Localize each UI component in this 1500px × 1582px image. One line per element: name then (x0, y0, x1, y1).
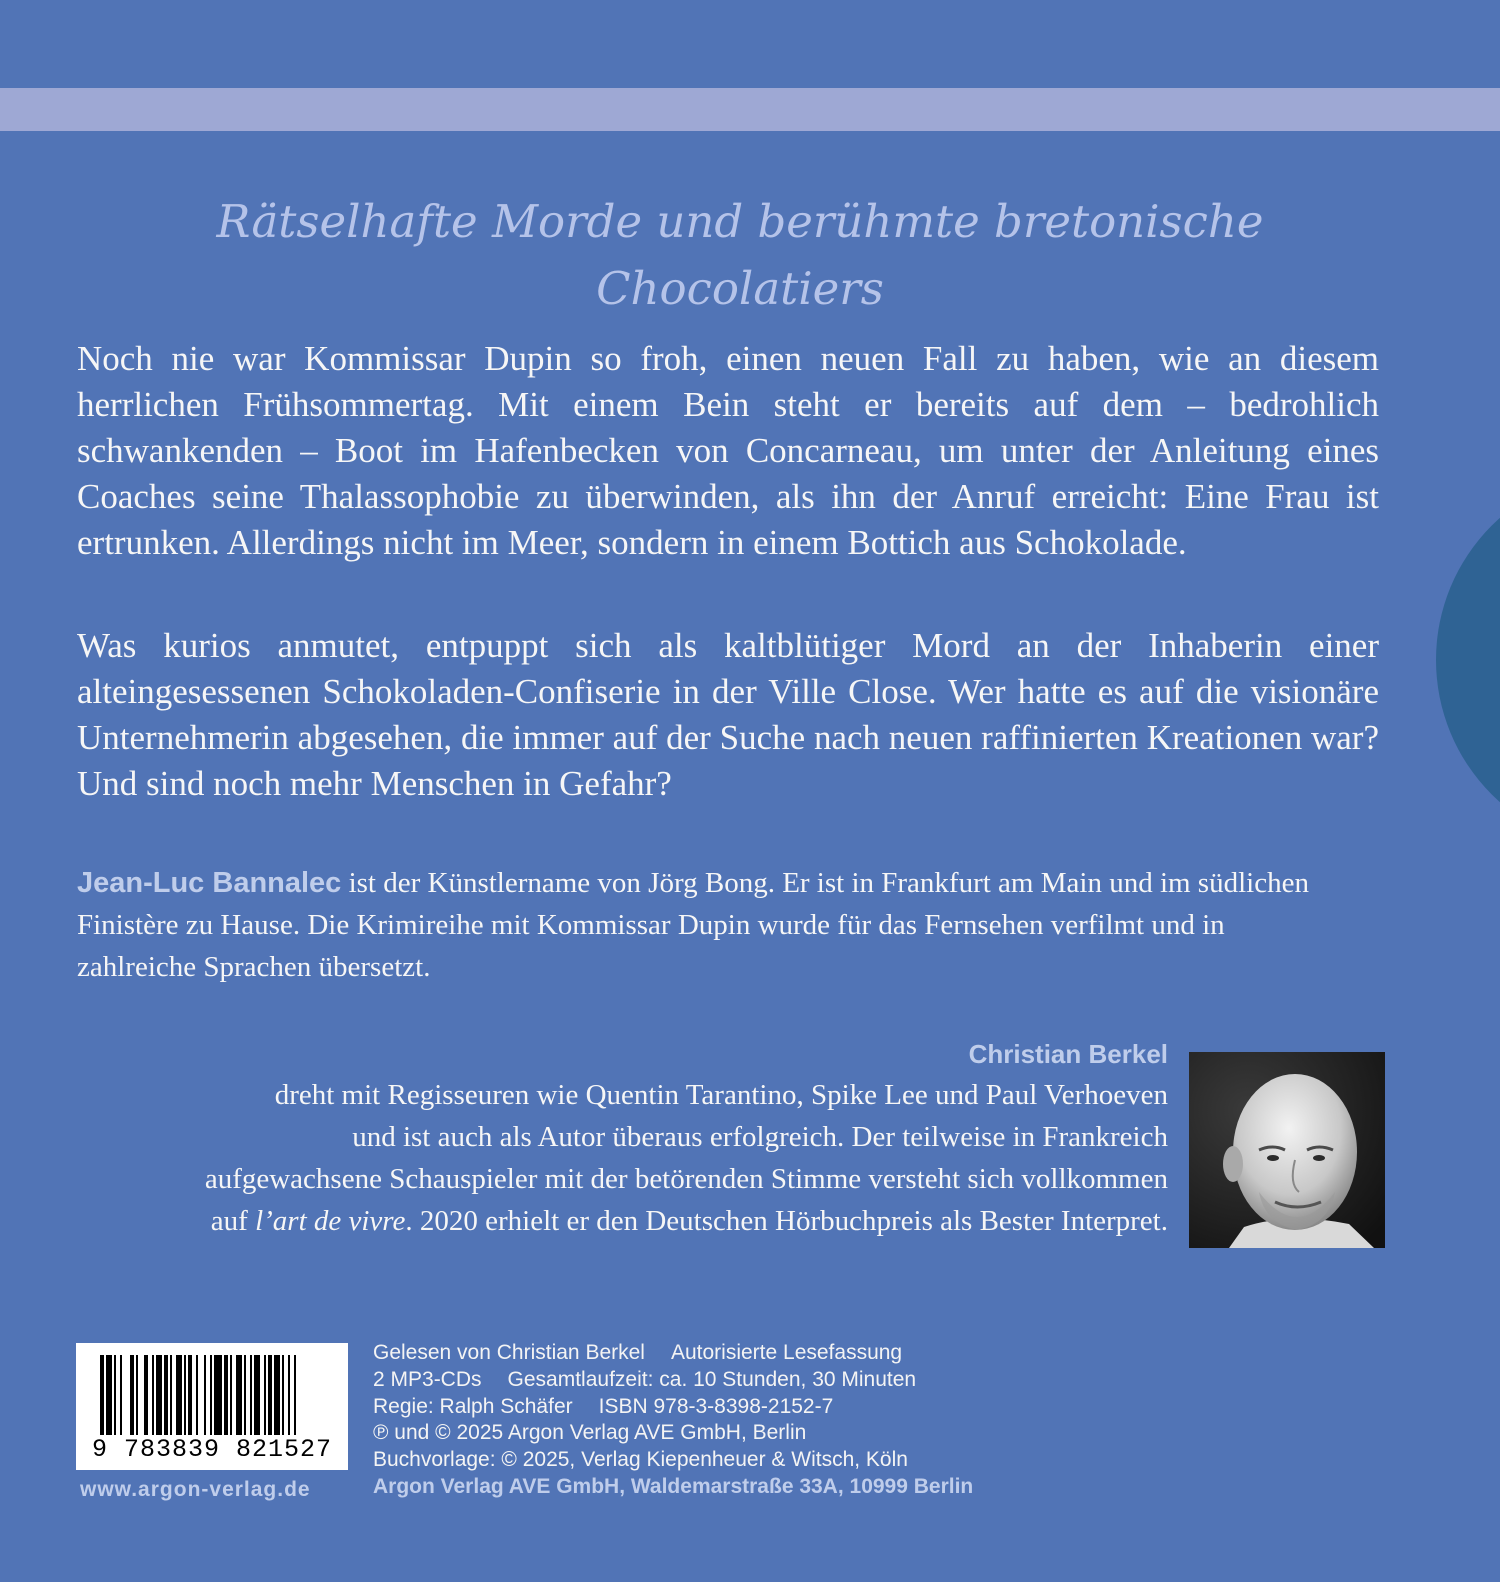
top-decorative-band (0, 88, 1500, 131)
tagline-line-1: Rätselhafte Morde und berühmte bretonische (216, 195, 1264, 248)
barcode-bar (254, 1355, 260, 1435)
narrator-line-4-prefix: auf (210, 1205, 256, 1237)
barcode-bar (184, 1355, 186, 1435)
barcode-bar (230, 1355, 232, 1435)
barcode-bar (282, 1355, 284, 1435)
barcode-bar (264, 1355, 266, 1435)
narrator-name: Christian Berkel (968, 1039, 1168, 1069)
barcode-digits: 9 783839 821527 (91, 1435, 333, 1464)
narrator-bio-line-2: und ist auch als Autor überaus erfolgreich. Der teilweise in Frankreich (352, 1121, 1168, 1153)
barcode-bar (152, 1355, 154, 1435)
description-paragraph-2: Was kurios anmutet, entpuppt sich als kaltblütiger Mord an der Inhaberin einer alteingesessenen Schokoladen-Confiserie in der Ville Close. Wer hatte es auf die visionäre Unternehmerin abgesehen, die immer auf der Suche nach neuen raffinierten Kreationen war? Und sind noch mehr Menschen in Gefahr? (77, 626, 1379, 803)
barcode-bar (244, 1355, 246, 1435)
barcode-bar (196, 1355, 198, 1435)
barcode-bar (250, 1355, 252, 1435)
barcode-bar (294, 1355, 296, 1435)
info-line-4: ℗ und © 2025 Argon Verlag AVE GmbH, Berlin (373, 1421, 807, 1445)
barcode-bar (214, 1355, 222, 1435)
production-info (373, 1340, 973, 1501)
publisher-website-link[interactable]: www.argon-verlag.de (80, 1478, 311, 1501)
narrator-bio (60, 1034, 1168, 1242)
duration-text: Gesamtlaufzeit: ca. 10 Stunden, 30 Minuten (507, 1367, 917, 1391)
barcode-bar (164, 1355, 168, 1435)
narrator-bio-line-3: aufgewachsene Schauspieler mit der betörenden Stimme versteht sich vollkommen (204, 1163, 1168, 1195)
info-line-3 (373, 1394, 973, 1421)
barcode-bar (114, 1355, 116, 1435)
narrator-portrait-photo (1189, 1052, 1385, 1248)
tagline-line-2: Chocolatiers (596, 262, 884, 315)
isbn-barcode (76, 1343, 348, 1470)
author-bio (77, 862, 1337, 988)
barcode-bar (188, 1355, 192, 1435)
tagline-heading (120, 188, 1360, 322)
read-by-text: Gelesen von Christian Berkel (373, 1341, 645, 1364)
art-de-vivre-italic: l’art de vivre (255, 1205, 406, 1237)
edition-text: Autorisierte Lesefassung (670, 1341, 903, 1364)
barcode-bar (224, 1355, 228, 1435)
narrator-bio-line-1: dreht mit Regisseuren wie Quentin Tarantino, Spike Lee und Paul Verhoeven (274, 1079, 1168, 1111)
barcode-bar (236, 1355, 242, 1435)
barcode-bar (106, 1355, 112, 1435)
portrait-illustration (1189, 1052, 1385, 1248)
narrator-bio-line-4 (60, 1200, 1168, 1242)
info-line-2 (373, 1367, 973, 1394)
barcode-bar (136, 1355, 138, 1435)
barcode-bar (176, 1355, 182, 1435)
barcode-bar (204, 1355, 206, 1435)
author-bio-text: ist der Künstlername von Jörg Bong. Er ist in Frankfurt am Main und im südlichen Finistère zu Hause. Die Krimireihe mit Kommissar Dupin wurde für das Fernsehen verfilmt und in zahlreiche Sprachen übersetzt. (77, 867, 1309, 983)
author-name: Jean-Luc Bannalec (77, 867, 342, 899)
description-paragraph-1: Noch nie war Kommissar Dupin so froh, einen neuen Fall zu haben, wie an diesem herrlichen Frühsommertag. Mit einem Bein steht er bereits auf dem – bedrohlich schwankenden – Boot im Hafenbecken von Concarneau, um unter der Anleitung eines Coaches seine Thalassophobie zu überwinden, als ihn der Anruf erreicht: Eine Frau ist ertrunken. Allerdings nicht im Meer, sondern in einem Bottich aus Schokolade. (77, 339, 1379, 562)
publisher-address: Argon Verlag AVE GmbH, Waldemarstraße 33A, 10999 Berlin (373, 1474, 974, 1498)
barcode-bar (100, 1355, 104, 1435)
barcode-bar (210, 1355, 212, 1435)
isbn-text: ISBN 978-3-8398-2152-7 (598, 1394, 834, 1418)
barcode-bar (130, 1355, 134, 1435)
barcode-bar (268, 1355, 272, 1435)
barcode-bar (120, 1355, 122, 1435)
barcode-bar (274, 1355, 280, 1435)
barcode-bar (288, 1355, 290, 1435)
info-line-1 (373, 1340, 973, 1367)
narrator-line-4-suffix: . 2020 erhielt er den Deutschen Hörbuchpreis als Bester Interpret. (405, 1205, 1168, 1237)
side-decorative-circle (1436, 470, 1500, 850)
barcode-bar (156, 1355, 162, 1435)
barcode-bar (170, 1355, 172, 1435)
info-line-5: Buchvorlage: © 2025, Verlag Kiepenheuer & Witsch, Köln (373, 1448, 908, 1472)
format-text: 2 MP3-CDs (373, 1367, 482, 1391)
director-text: Regie: Ralph Schäfer (373, 1394, 573, 1418)
barcode-bar (144, 1355, 148, 1435)
